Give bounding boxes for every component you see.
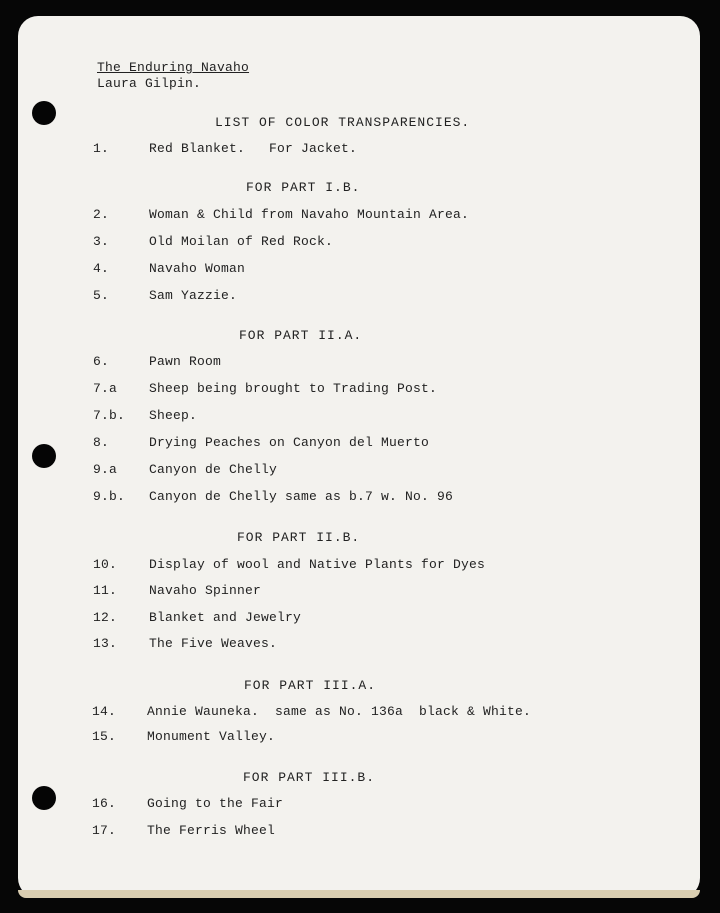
section-heading: FOR PART II.A. bbox=[239, 328, 363, 343]
item-text: Sheep. bbox=[149, 408, 198, 423]
document-title: The Enduring Navaho bbox=[97, 60, 250, 75]
item-number: 17. bbox=[92, 823, 117, 838]
document-author: Laura Gilpin. bbox=[97, 76, 202, 91]
item-text: Sheep being brought to Trading Post. bbox=[149, 381, 438, 396]
item-text: Woman & Child from Navaho Mountain Area. bbox=[149, 207, 470, 222]
item-text: Sam Yazzie. bbox=[149, 288, 238, 303]
item-text: Navaho Spinner bbox=[149, 583, 262, 598]
item-text: Old Moilan of Red Rock. bbox=[149, 234, 334, 249]
item-number: 7.b. bbox=[93, 408, 126, 423]
item-number: 7.a bbox=[93, 381, 118, 396]
item-number: 1. bbox=[93, 141, 110, 156]
page-edge bbox=[18, 890, 700, 898]
section-heading: FOR PART III.A. bbox=[244, 678, 377, 693]
section-heading: FOR PART II.B. bbox=[237, 530, 361, 545]
item-number: 9.a bbox=[93, 462, 118, 477]
item-number: 3. bbox=[93, 234, 110, 249]
item-number: 16. bbox=[92, 796, 117, 811]
binder-hole bbox=[32, 444, 56, 468]
list-title: LIST OF COLOR TRANSPARENCIES. bbox=[215, 115, 471, 130]
item-number: 11. bbox=[93, 583, 118, 598]
item-number: 2. bbox=[93, 207, 110, 222]
item-number: 8. bbox=[93, 435, 110, 450]
item-number: 15. bbox=[92, 729, 117, 744]
section-heading: FOR PART I.B. bbox=[246, 180, 361, 195]
item-text: The Five Weaves. bbox=[149, 636, 278, 651]
item-text: Blanket and Jewelry bbox=[149, 610, 302, 625]
item-number: 5. bbox=[93, 288, 110, 303]
binder-hole bbox=[32, 101, 56, 125]
item-text: Canyon de Chelly same as b.7 w. No. 96 bbox=[149, 489, 454, 504]
item-text: Drying Peaches on Canyon del Muerto bbox=[149, 435, 430, 450]
item-text: Canyon de Chelly bbox=[149, 462, 278, 477]
item-number: 14. bbox=[92, 704, 117, 719]
item-number: 12. bbox=[93, 610, 118, 625]
item-text: Display of wool and Native Plants for Dyes bbox=[149, 557, 486, 572]
item-number: 9.b. bbox=[93, 489, 126, 504]
item-number: 6. bbox=[93, 354, 110, 369]
item-text: Red Blanket. For Jacket. bbox=[149, 141, 358, 156]
item-text: The Ferris Wheel bbox=[147, 823, 276, 838]
item-number: 4. bbox=[93, 261, 110, 276]
document-page bbox=[18, 16, 700, 898]
item-text: Monument Valley. bbox=[147, 729, 276, 744]
item-number: 13. bbox=[93, 636, 118, 651]
binder-hole bbox=[32, 786, 56, 810]
item-text: Annie Wauneka. same as No. 136a black & White. bbox=[147, 704, 532, 719]
item-text: Pawn Room bbox=[149, 354, 222, 369]
section-heading: FOR PART III.B. bbox=[243, 770, 376, 785]
item-text: Going to the Fair bbox=[147, 796, 284, 811]
item-text: Navaho Woman bbox=[149, 261, 246, 276]
item-number: 10. bbox=[93, 557, 118, 572]
